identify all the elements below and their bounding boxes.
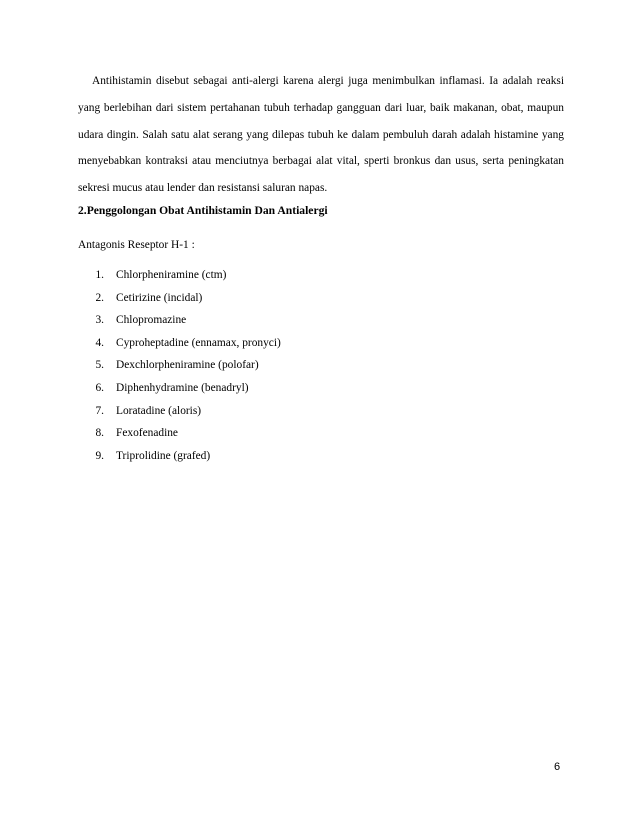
list-item xyxy=(78,354,281,377)
intro-paragraph: Antihistamin disebut sebagai anti-alergi karena alergi juga menimbulkan inflamasi. Ia adalah reaksi yang berlebihan dari sistem pertahanan tubuh terhadap gangguan dari luar, baik makanan, obat, maupun udara dingin. Salah satu alat serang yang dilepas tubuh ke dalam pembuluh darah adalah histamine yang menyebabkan kontraksi atau menciutnya berbagai alat vital, sperti bronkus dan usus, serta peningkatan sekresi mucus atau lender dan resistansi saluran napas. xyxy=(78,75,564,195)
list-item xyxy=(78,309,281,332)
list-item-number: 5. xyxy=(95,359,104,372)
list-item xyxy=(78,264,281,287)
list-item-number: 4. xyxy=(95,336,104,349)
list-item-number: 2. xyxy=(95,291,104,304)
section-heading: 2.Penggolongan Obat Antihistamin Dan Antialergi xyxy=(78,204,328,217)
list-item-text: Cetirizine (incidal) xyxy=(116,291,203,304)
list-item-text: Triprolidine (grafed) xyxy=(116,449,211,462)
list-item-text: Diphenhydramine (benadryl) xyxy=(116,381,249,394)
list-item-number: 9. xyxy=(95,449,104,462)
subsection-label: Antagonis Reseptor H-1 : xyxy=(78,239,195,251)
list-item-text: Cyproheptadine (ennamax, pronyci) xyxy=(116,336,281,349)
list-item xyxy=(78,287,281,310)
list-item-text: Fexofenadine xyxy=(116,427,178,440)
list-item-number: 6. xyxy=(95,381,104,394)
list-item xyxy=(78,332,281,355)
list-item-number: 1. xyxy=(95,269,104,281)
list-item-text: Dexchlorpheniramine (polofar) xyxy=(116,359,259,372)
list-item-text: Chlopromazine xyxy=(116,314,187,327)
list-item xyxy=(78,400,281,423)
list-item xyxy=(78,445,281,468)
drug-list xyxy=(78,264,281,467)
page-number: 6 xyxy=(554,761,561,773)
list-item xyxy=(78,422,281,445)
list-item-text: Chlorpheniramine (ctm) xyxy=(116,269,227,281)
list-item xyxy=(78,377,281,400)
list-item-number: 8. xyxy=(95,427,104,440)
list-item-number: 7. xyxy=(95,404,104,417)
list-item-text: Loratadine (aloris) xyxy=(116,404,202,417)
list-item-number: 3. xyxy=(95,314,104,327)
